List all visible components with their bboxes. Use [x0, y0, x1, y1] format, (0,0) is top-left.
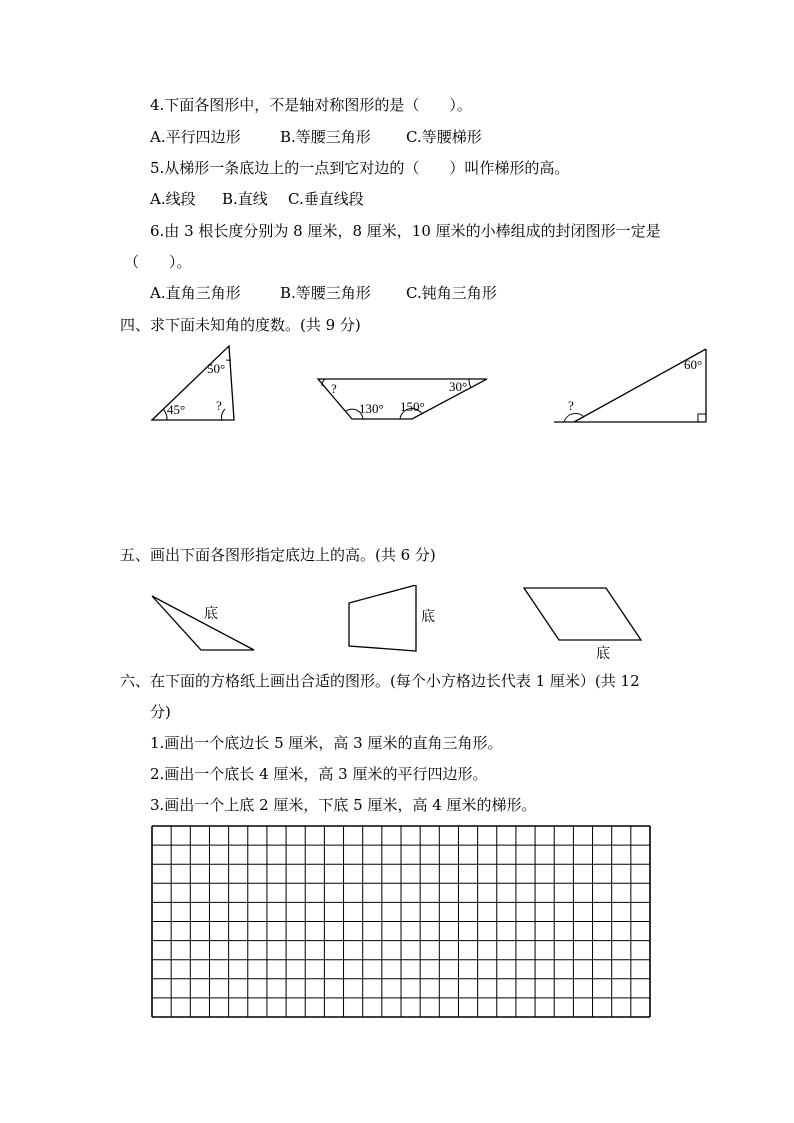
fig2-angle-150: 150°: [400, 399, 425, 414]
q5-stem: 5.从梯形一条底边上的一点到它对边的（ ）叫作梯形的高。: [150, 159, 570, 177]
fig3-angle-unknown: ?: [568, 398, 574, 413]
q5-option-b: B.直线: [222, 190, 268, 208]
q5-option-a: A.线段: [150, 190, 196, 208]
q6-options: [150, 283, 497, 303]
section6-title-cont: 分): [150, 703, 171, 721]
q6-option-b: B.等腰三角形: [280, 284, 371, 302]
fig2-angle-30: 30°: [449, 379, 468, 394]
parallelogram-figure: [524, 588, 641, 662]
q4-option-a: A.平行四边形: [150, 128, 241, 146]
task-3: 3.画出一个上底 2 厘米，下底 5 厘米，高 4 厘米的梯形。: [150, 796, 537, 814]
triangle-figure-2: [152, 596, 254, 650]
fig1-angle-45: 45°: [167, 402, 186, 417]
trapezoid-figure: [318, 379, 487, 419]
q4-option-c: C.等腰梯形: [406, 128, 482, 146]
section4-title: 四、求下面未知角的度数。(共 9 分): [120, 316, 361, 334]
height-figures: [0, 585, 794, 665]
trapezoid-base-label: 底: [421, 610, 435, 625]
q6-stem: 6.由 3 根长度分别为 8 厘米，8 厘米，10 厘米的小棒组成的封闭图形一定是: [150, 222, 661, 240]
right-triangle-figure: [554, 349, 706, 422]
triangle-base-label: 底: [204, 607, 218, 622]
q6-stem-cont: （ ）。: [124, 253, 192, 271]
q4-options: [150, 127, 482, 147]
fig3-angle-60: 60°: [684, 357, 703, 372]
q6-option-a: A.直角三角形: [150, 284, 241, 302]
task-1: 1.画出一个底边长 5 厘米，高 3 厘米的直角三角形。: [150, 734, 503, 752]
parallelogram-base-label: 底: [596, 647, 610, 662]
q5-options: [150, 189, 364, 209]
section5-title: 五、画出下面各图形指定底边上的高。(共 6 分): [120, 546, 436, 564]
q5-option-c: C.垂直线段: [288, 190, 364, 208]
fig2-angle-unknown: ?: [331, 381, 337, 396]
q4-option-b: B.等腰三角形: [280, 128, 371, 146]
angle-figures: [0, 335, 794, 435]
q4-stem: 4.下面各图形中，不是轴对称图形的是（ ）。: [150, 96, 472, 114]
fig1-angle-50: 50°: [207, 361, 226, 376]
trapezoid-figure-2: [349, 585, 435, 651]
fig1-angle-unknown: ?: [216, 398, 222, 413]
triangle-figure-1: [152, 346, 234, 421]
section6-title: 六、在下面的方格纸上画出合适的图形。(每个小方格边长代表 1 厘米）(共 12: [120, 672, 640, 690]
fig2-angle-130: 130°: [359, 401, 384, 416]
grid-paper[interactable]: [151, 825, 651, 1018]
q6-option-c: C.钝角三角形: [406, 284, 497, 302]
task-2: 2.画出一个底长 4 厘米，高 3 厘米的平行四边形。: [150, 765, 488, 783]
